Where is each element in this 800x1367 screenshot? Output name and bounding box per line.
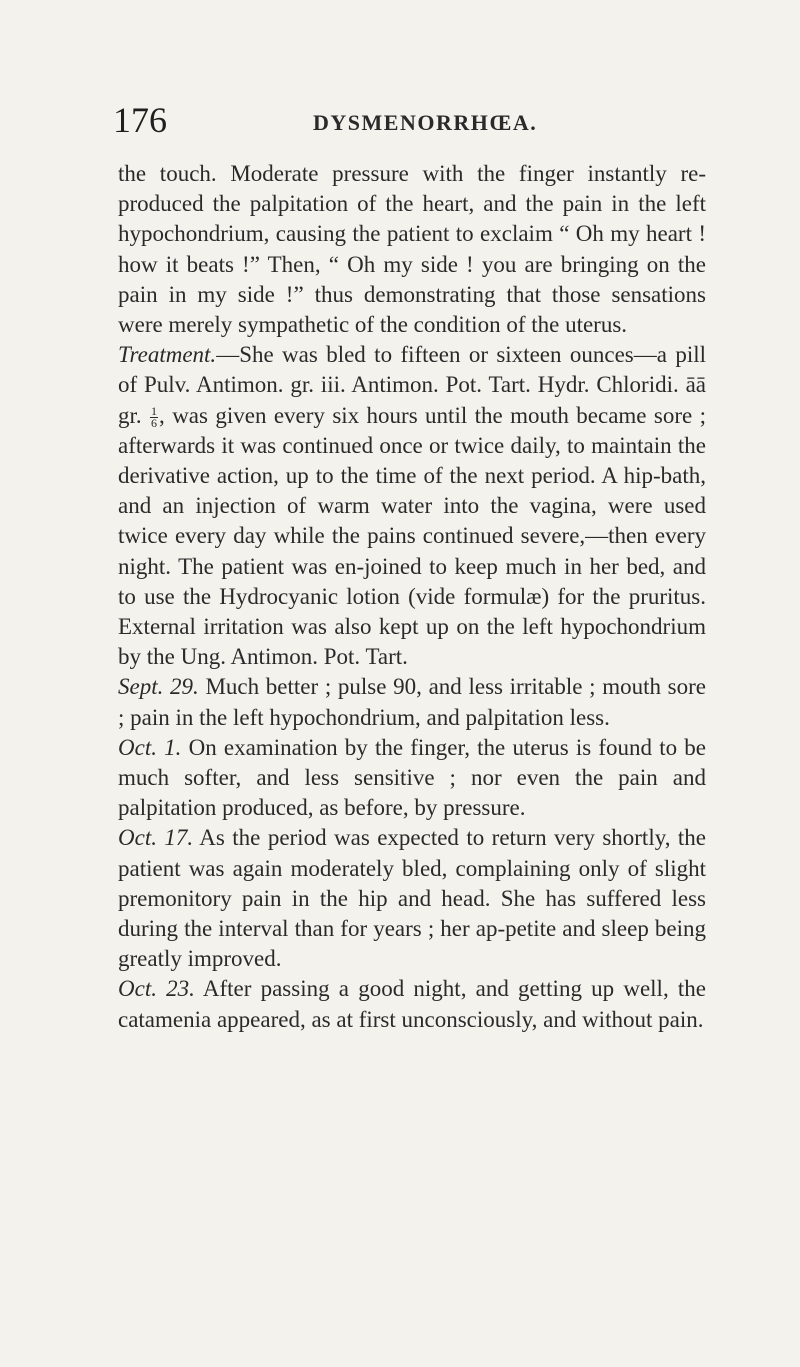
page-number: 176 [113, 100, 167, 140]
paragraph-text: the touch. Moderate pressure with the finger instantly re-produced the palpitation of the heart, and the pain in the left hypochondrium, causing the patient to exclaim “ Oh my heart ! how it beats !” Then, “ Oh my side ! you are bringing on the pain in my side !” thus demonstrating that those sensations were merely sympathetic of the condition of the uterus. [118, 161, 706, 338]
fraction-denominator: 6 [151, 415, 158, 430]
paragraph-oct-23 [118, 974, 706, 1034]
paragraph-text: As the period was expected to return very shortly, the patient was again moderately bled, complaining only of slight premonitory pain in the hip and head. She has suffered less during the interval than for years ; her ap-petite and sleep being greatly improved. [118, 825, 706, 972]
paragraph-lead: Oct. 23. [118, 976, 195, 1002]
paragraph-text: , was given every six hours until the mouth became sore ; afterwards it was continued once or twice daily, to maintain the derivative action, up to the time of the next period. A hip-bath, and an injection of warm water into the vagina, were used twice every day while the pains continued severe,—then every night. The patient was en-joined to keep much in her bed, and to use the Hydrocyanic lotion (vide formulæ) for the pruritus. External irritation was also kept up on the left hypochondrium by the Ung. Antimon. Pot. Tart. [118, 402, 706, 670]
paragraph-oct-1 [118, 733, 706, 824]
paragraph-sept-29 [118, 672, 706, 732]
paragraph-continuation [118, 159, 706, 340]
paragraph-lead: Sept. 29. [118, 674, 199, 700]
body-text [118, 159, 706, 1035]
paragraph-text: —She was bled to fifteen or sixteen ounces—a pill of Pulv. Antimon. gr. iii. Antimon. Pot. Tart. Hydr. Chloridi. āā gr. [118, 342, 706, 428]
paragraph-text: Much better ; pulse 90, and less irritable ; mouth sore ; pain in the left hypochondrium, and palpitation less. [118, 674, 706, 730]
paragraph-lead: Oct. 1. [118, 734, 182, 760]
paragraph-text: On examination by the finger, the uterus is found to be much softer, and less sensitive ; nor even the pain and palpitation produced, as before, by pressure. [118, 734, 707, 821]
paragraph-lead: Oct. 17. [118, 825, 194, 851]
fraction [150, 403, 158, 430]
running-head: DYSMENORRHŒA. [313, 110, 538, 135]
paragraph-oct-17 [118, 823, 706, 974]
page-header [113, 100, 713, 140]
fraction-numerator: 1 [151, 403, 158, 418]
paragraph-text: After passing a good night, and getting up well, the catamenia appeared, as at first unconsciously, and without pain. [118, 976, 706, 1032]
paragraph-lead: Treatment. [118, 342, 217, 368]
paragraph-treatment [118, 340, 706, 672]
